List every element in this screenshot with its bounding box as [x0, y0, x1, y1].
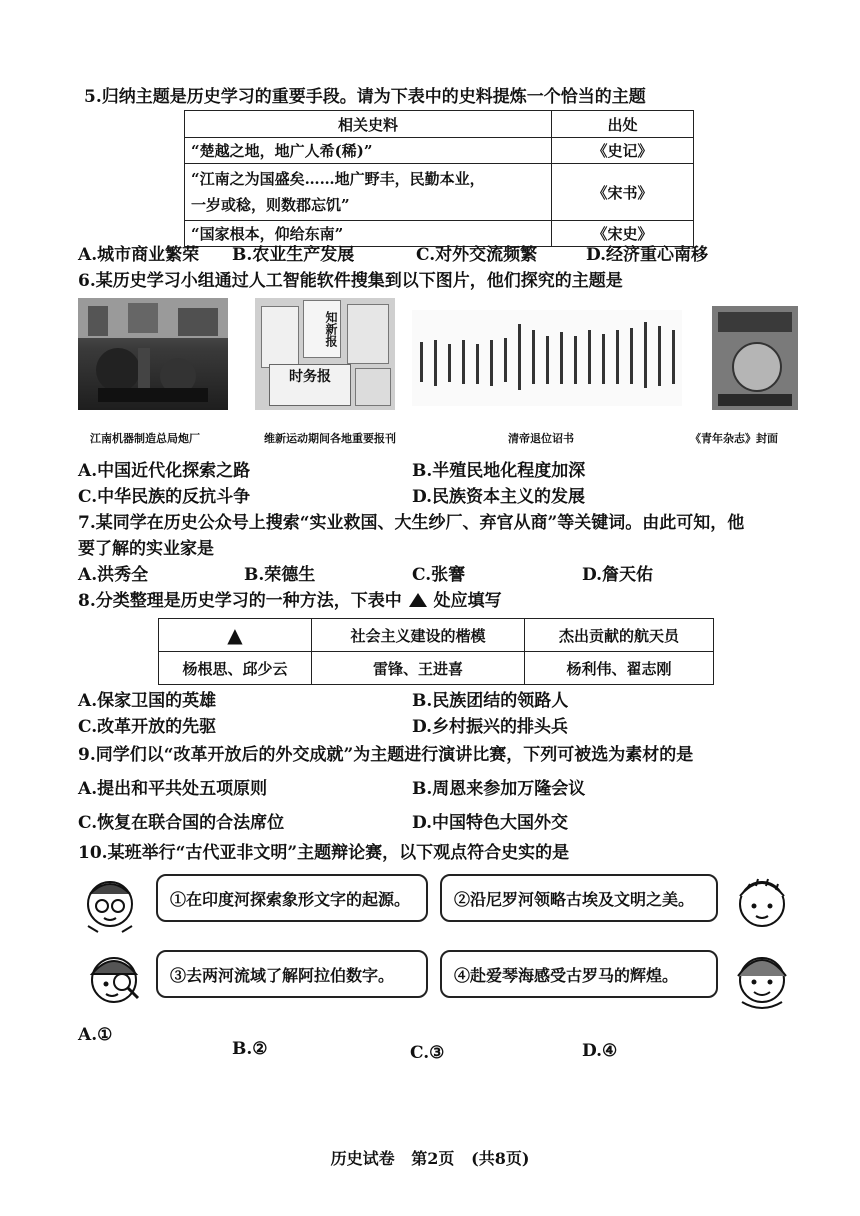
bubble-4-text: ④赴爱琴海感受古罗马的辉煌。 [454, 965, 679, 985]
q9-option-d[interactable]: D.中国特色大国外交 [412, 813, 569, 833]
q9-option-b[interactable]: B.周恩来参加万隆会议 [412, 779, 586, 799]
q7-option-b[interactable]: B.荣德生 [244, 565, 316, 585]
caption-edict: 清帝退位诏书 [508, 432, 574, 445]
q9-option-a[interactable]: A.提出和平共处五项原则 [78, 779, 268, 799]
youth-magazine-cover-photo [712, 306, 798, 410]
q5-row3-source: 《宋史》 [552, 221, 694, 247]
q9-stem: 9.同学们以“改革开放后的外交成就”为主题进行演讲比赛，下列可被选为素材的是 [78, 745, 694, 765]
q8-table [158, 618, 714, 685]
q6-option-d[interactable]: D.民族资本主义的发展 [412, 487, 586, 507]
caption-newspapers: 维新运动期间各地重要报刊 [264, 432, 396, 445]
q5-row1-source: 《史记》 [552, 138, 694, 164]
q5-row3-material: “国家根本，仰给东南” [185, 221, 552, 247]
q5-option-d[interactable]: D.经济重心南移 [586, 245, 709, 265]
factory-photo [78, 298, 228, 410]
q10-option-b[interactable]: B.② [232, 1039, 268, 1059]
q9-option-c[interactable]: C.恢复在联合国的合法席位 [78, 813, 285, 833]
q8-header-model: 社会主义建设的楷模 [312, 619, 525, 652]
bubble-3-text: ③去两河流域了解阿拉伯数字。 [170, 965, 395, 985]
q8-option-a[interactable]: A.保家卫国的英雄 [78, 691, 217, 711]
q8-option-c[interactable]: C.改革开放的先驱 [78, 717, 217, 737]
q6-option-a[interactable]: A.中国近代化探索之路 [78, 461, 251, 481]
q5-option-b[interactable]: B.农业生产发展 [232, 245, 355, 265]
speech-bubble-3 [156, 950, 428, 998]
newspapers-photo [255, 298, 395, 410]
q8-header-blank: ▲ [159, 619, 312, 652]
triangle-icon [408, 590, 428, 612]
paper-title-zhixinbao: 知新报 [303, 300, 341, 358]
page-footer: 历史试卷 第2页 (共8页) [330, 1149, 530, 1168]
q8-header-astronaut: 杰出贡献的航天员 [525, 619, 714, 652]
q8-cell-heroes: 杨根思、邱少云 [159, 652, 312, 685]
q5-row2-material [185, 164, 552, 221]
q6-stem: 6.某历史学习小组通过人工智能软件搜集到以下图片，他们探究的主题是 [78, 271, 623, 291]
q5-option-a[interactable]: A.城市商业繁荣 [78, 245, 200, 265]
q5-row2-line1: “江南之为国盛矣……地广野丰，民勤本业， [191, 170, 485, 188]
paper-title-shiwubao: 时务报 [269, 364, 351, 406]
speech-bubble-4 [440, 950, 718, 998]
q8-stem-part1: 8.分类整理是历史学习的一种方法，下表中 [78, 591, 402, 611]
q10-stem: 10.某班举行“古代亚非文明”主题辩论赛，以下观点符合史实的是 [78, 843, 570, 863]
q7-stem-line2: 要了解的实业家是 [78, 539, 214, 559]
q5-option-c[interactable]: C.对外交流频繁 [416, 245, 538, 265]
q8-stem-part2: 处应填写 [433, 591, 502, 611]
q5-row2-line2: 一岁或稔，则数郡忘饥” [191, 196, 350, 214]
q8-stem [78, 590, 502, 612]
abdication-edict-photo [412, 310, 682, 406]
q6-option-c[interactable]: C.中华民族的反抗斗争 [78, 487, 251, 507]
q8-option-d[interactable]: D.乡村振兴的排头兵 [412, 717, 569, 737]
q7-option-d[interactable]: D.詹天佑 [582, 565, 654, 585]
q10-option-c[interactable]: C.③ [410, 1043, 445, 1063]
speech-bubble-2 [440, 874, 718, 922]
student-avatar-3 [82, 948, 152, 1014]
q8-option-b[interactable]: B.民族团结的领路人 [412, 691, 569, 711]
q8-cell-models: 雷锋、王进喜 [312, 652, 525, 685]
q7-option-a[interactable]: A.洪秀全 [78, 565, 149, 585]
student-avatar-4 [726, 946, 796, 1016]
q5-header-material: 相关史料 [185, 111, 552, 138]
speech-bubble-1 [156, 874, 428, 922]
bubble-2-text: ②沿尼罗河领略古埃及文明之美。 [454, 889, 695, 909]
q8-cell-astronauts: 杨利伟、翟志刚 [525, 652, 714, 685]
q5-stem: 5.归纳主题是历史学习的重要手段。请为下表中的史料提炼一个恰当的主题 [84, 87, 646, 107]
q7-stem-line1: 7.某同学在历史公众号上搜索“实业救国、大生纱厂、弃官从商”等关键词。由此可知，他 [78, 513, 745, 533]
student-avatar-1 [78, 872, 148, 938]
q5-table [184, 110, 694, 247]
student-avatar-2 [726, 870, 796, 940]
q7-option-c[interactable]: C.张謇 [412, 565, 466, 585]
caption-magazine: 《青年杂志》封面 [690, 432, 778, 445]
caption-factory: 江南机器制造总局炮厂 [90, 432, 200, 445]
q5-header-source: 出处 [552, 111, 694, 138]
q10-option-a[interactable]: A.① [78, 1025, 113, 1045]
q6-option-b[interactable]: B.半殖民地化程度加深 [412, 461, 586, 481]
q5-row1-material: “楚越之地，地广人希(稀)” [185, 138, 552, 164]
q5-row2-source: 《宋书》 [552, 164, 694, 221]
bubble-1-text: ①在印度河探索象形文字的起源。 [170, 889, 411, 909]
q10-option-d[interactable]: D.④ [582, 1041, 618, 1061]
